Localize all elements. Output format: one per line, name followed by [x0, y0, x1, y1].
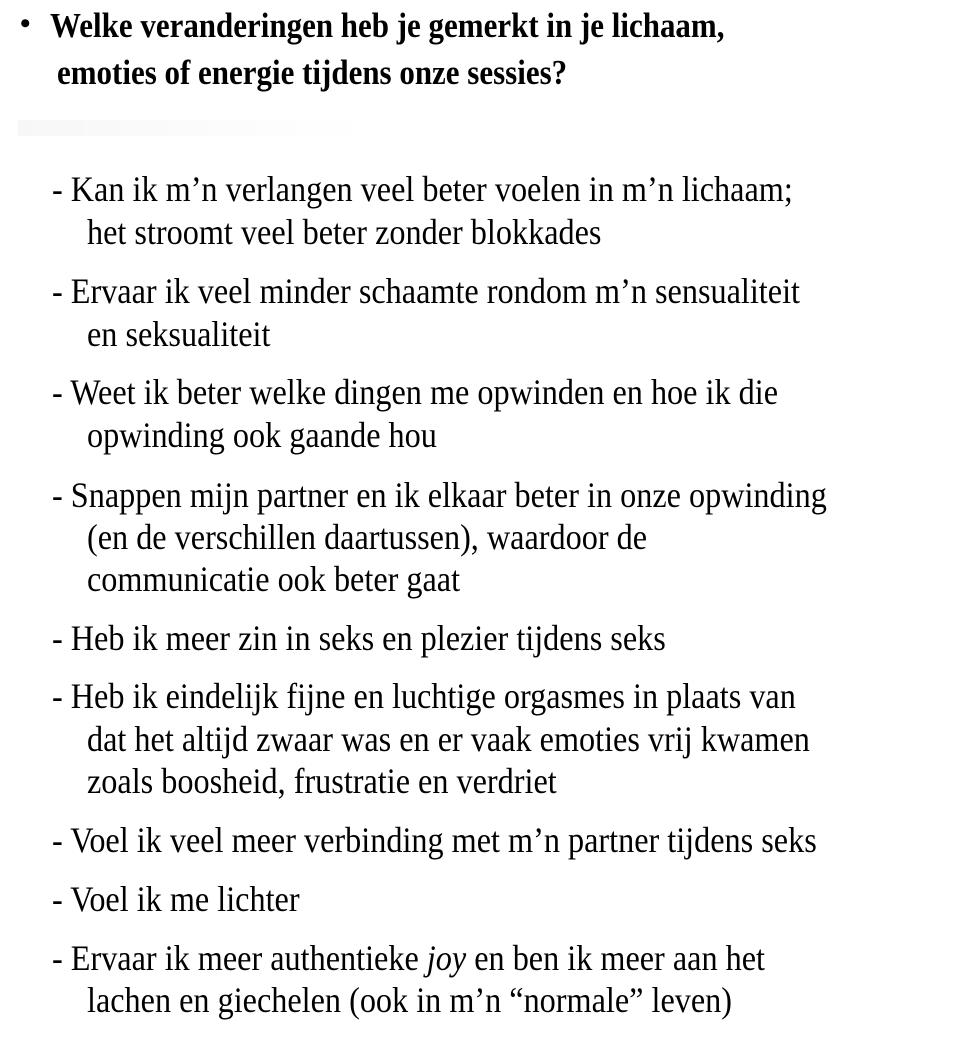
- answer-line: zoals boosheid, frustratie en verdriet: [87, 761, 557, 801]
- answer-line: - Heb ik meer zin in seks en plezier tijdens seks: [52, 618, 666, 658]
- answer-line: dat het altijd zwaar was en er vaak emoties vrij kwamen: [87, 719, 810, 759]
- answer-line: communicatie ook beter gaat: [87, 559, 461, 599]
- answer-line: en seksualiteit: [87, 314, 271, 354]
- answer-line: - Ervaar ik veel minder schaamte rondom m’n sensualiteit: [52, 271, 800, 311]
- answer-line: - Kan ik m’n verlangen veel beter voelen in m’n lichaam;: [52, 169, 793, 209]
- question-line-1: Welke veranderingen heb je gemerkt in je lichaam,: [50, 6, 725, 45]
- answer-line: - Snappen mijn partner en ik elkaar beter in onze opwinding: [52, 475, 827, 515]
- answer-line: - Weet ik beter welke dingen me opwinden en hoe ik die: [52, 372, 779, 412]
- answer-line: - Voel ik veel meer verbinding met m’n partner tijdens seks: [52, 820, 817, 860]
- answer-line: het stroomt veel beter zonder blokkades: [87, 212, 602, 252]
- answer-emphasis: joy: [426, 938, 467, 978]
- answer-line: [52, 937, 765, 979]
- answer-line: lachen en giechelen (ook in m’n “normale” leven): [87, 980, 733, 1020]
- answer-text: - Ervaar ik meer authentieke: [52, 938, 427, 978]
- bullet-icon: •: [20, 7, 31, 40]
- question-line-2: emoties of energie tijdens onze sessies?: [57, 53, 568, 92]
- answer-line: opwinding ook gaande hou: [87, 415, 437, 455]
- scan-artifact: [18, 120, 378, 136]
- answer-line: - Voel ik me lichter: [52, 879, 300, 919]
- answer-text: en ben ik meer aan het: [466, 938, 765, 978]
- answer-line: (en de verschillen daartussen), waardoor de: [87, 517, 648, 557]
- answer-line: - Heb ik eindelijk fijne en luchtige orgasmes in plaats van: [52, 676, 796, 716]
